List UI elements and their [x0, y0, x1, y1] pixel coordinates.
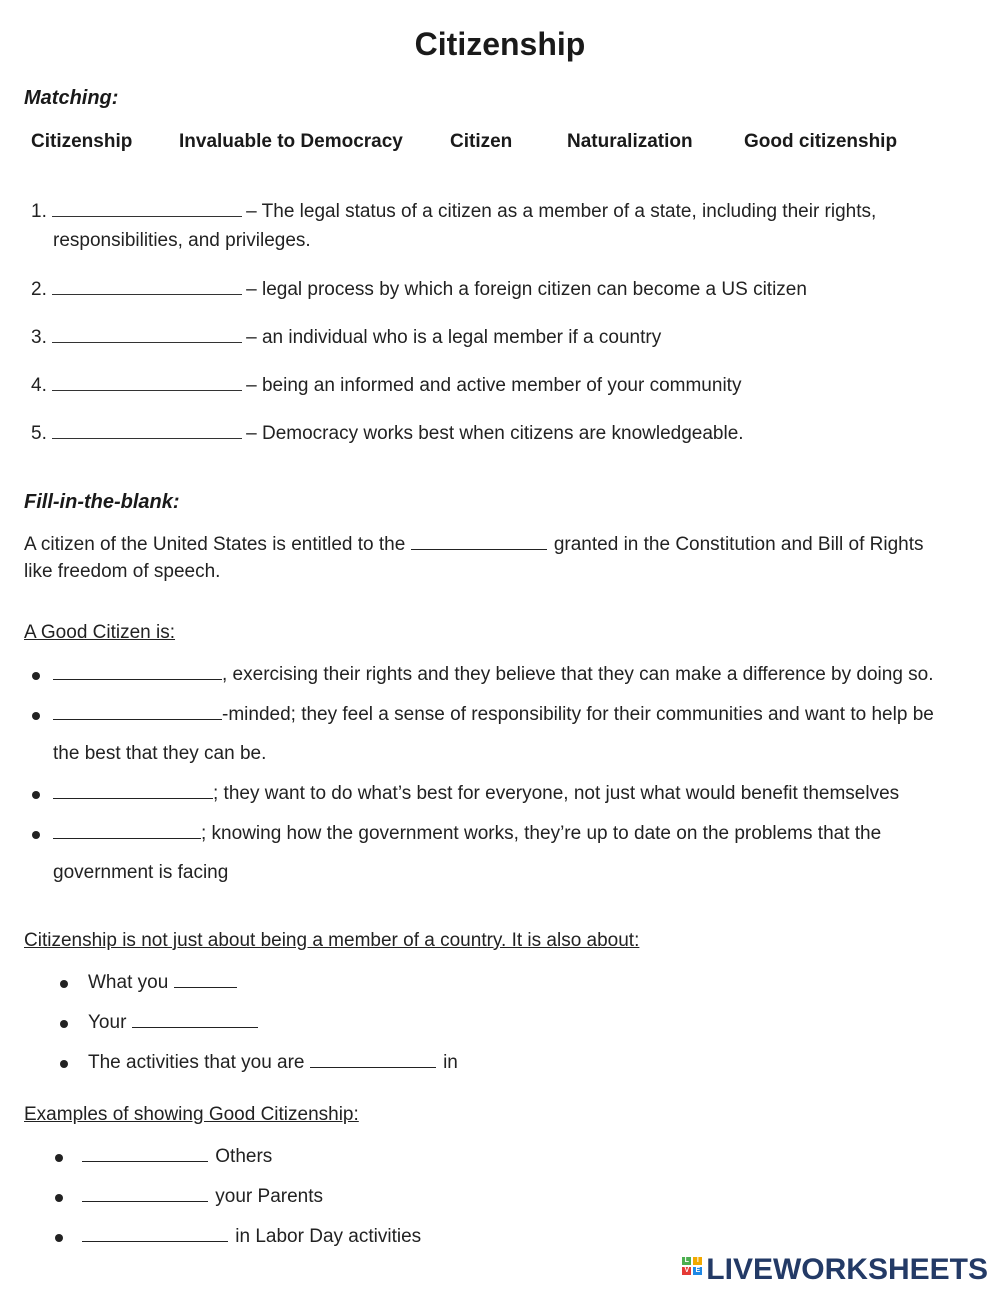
page-title: Citizenship [414, 26, 586, 62]
bullet-icon [55, 1194, 63, 1202]
list-item [53, 664, 934, 686]
list-item [88, 972, 239, 994]
answer-blank[interactable] [53, 823, 201, 839]
item-text: Others [215, 1146, 273, 1167]
item-number: 2. [31, 279, 47, 300]
answer-blank[interactable] [82, 1146, 208, 1162]
fill-sentence [24, 534, 924, 556]
list-item [82, 1146, 272, 1168]
bullet-icon [32, 831, 40, 839]
item-text: – an individual who is a legal member if a country [246, 327, 662, 348]
word-bank-item: Invaluable to Democracy [179, 131, 403, 152]
item-text: , exercising their rights and they believe that they can make a difference by doing so. [222, 664, 934, 685]
matching-item [31, 375, 741, 397]
matching-item [31, 201, 876, 223]
answer-blank[interactable] [52, 279, 242, 295]
matching-item [31, 279, 807, 301]
matching-item [31, 423, 744, 445]
bullet-icon [32, 791, 40, 799]
bullet-icon [32, 712, 40, 720]
item-number: 5. [31, 423, 47, 444]
word-bank-item: Citizenship [31, 131, 133, 152]
item-text: ; they want to do what’s best for everyone, not just what would benefit themselves [213, 783, 900, 804]
item-text: in Labor Day activities [235, 1226, 422, 1247]
list-item [53, 823, 881, 845]
word-bank-item: Good citizenship [744, 131, 898, 152]
matching-heading: Matching: [24, 87, 119, 109]
sentence-part: granted in the Constitution and Bill of Rights [553, 534, 924, 555]
bullet-icon [60, 1060, 68, 1068]
answer-blank[interactable] [52, 327, 242, 343]
logo-letter: V [682, 1267, 691, 1275]
logo-letter: I [693, 1257, 702, 1265]
item-number: 1. [31, 201, 47, 222]
item-text: Your [88, 1012, 127, 1033]
liveworksheets-logo [682, 1253, 988, 1287]
answer-blank[interactable] [52, 201, 242, 217]
answer-blank[interactable] [52, 423, 242, 439]
item-text: – legal process by which a foreign citizen can become a US citizen [246, 279, 807, 300]
sentence-part: A citizen of the United States is entitled to the [24, 534, 406, 555]
answer-blank[interactable] [53, 783, 213, 799]
item-text: – being an informed and active member of your community [246, 375, 742, 396]
list-item [88, 1052, 458, 1074]
liveworksheets-logo-icon [682, 1255, 704, 1283]
item-text: – Democracy works best when citizens are knowledgeable. [246, 423, 744, 444]
bullet-icon [60, 980, 68, 988]
answer-blank[interactable] [174, 972, 237, 988]
fill-heading: Fill-in-the-blank: [24, 491, 180, 513]
answer-blank[interactable] [53, 704, 222, 720]
item-text: in [443, 1052, 458, 1073]
item-text-continued: government is facing [53, 862, 229, 883]
good-citizen-heading: A Good Citizen is: [24, 622, 176, 643]
logo-letter: E [693, 1267, 702, 1275]
item-text: The activities that you are [88, 1052, 305, 1073]
answer-blank[interactable] [53, 664, 222, 680]
item-text: your Parents [215, 1186, 324, 1207]
matching-item [31, 327, 661, 349]
item-number: 3. [31, 327, 47, 348]
word-bank-item: Citizen [450, 131, 513, 152]
bullet-icon [60, 1020, 68, 1028]
answer-blank[interactable] [82, 1186, 208, 1202]
list-item [53, 704, 934, 726]
answer-blank[interactable] [82, 1226, 228, 1242]
item-text-continued: responsibilities, and privileges. [53, 230, 311, 251]
item-text: What you [88, 972, 169, 993]
item-text: -minded; they feel a sense of responsibility for their communities and want to help be [222, 704, 934, 725]
bullet-icon [55, 1154, 63, 1162]
item-text-continued: the best that they can be. [53, 743, 267, 764]
about-heading: Citizenship is not just about being a member of a country. It is also about: [24, 930, 640, 951]
examples-heading: Examples of showing Good Citizenship: [24, 1104, 359, 1125]
logo-letter: L [682, 1257, 691, 1265]
logo-text: LIVEWORKSHEETS [706, 1253, 988, 1286]
list-item [88, 1012, 260, 1034]
list-item [53, 783, 899, 805]
answer-blank[interactable] [411, 534, 547, 550]
item-text: ; knowing how the government works, they’re up to date on the problems that the [201, 823, 882, 844]
sentence-continued: like freedom of speech. [24, 561, 221, 582]
answer-blank[interactable] [310, 1052, 436, 1068]
answer-blank[interactable] [52, 375, 242, 391]
answer-blank[interactable] [132, 1012, 258, 1028]
item-text: – The legal status of a citizen as a member of a state, including their rights, [246, 201, 877, 222]
list-item [82, 1226, 421, 1248]
word-bank-item: Naturalization [567, 131, 693, 152]
bullet-icon [55, 1234, 63, 1242]
item-number: 4. [31, 375, 47, 396]
bullet-icon [32, 672, 40, 680]
list-item [82, 1186, 323, 1208]
